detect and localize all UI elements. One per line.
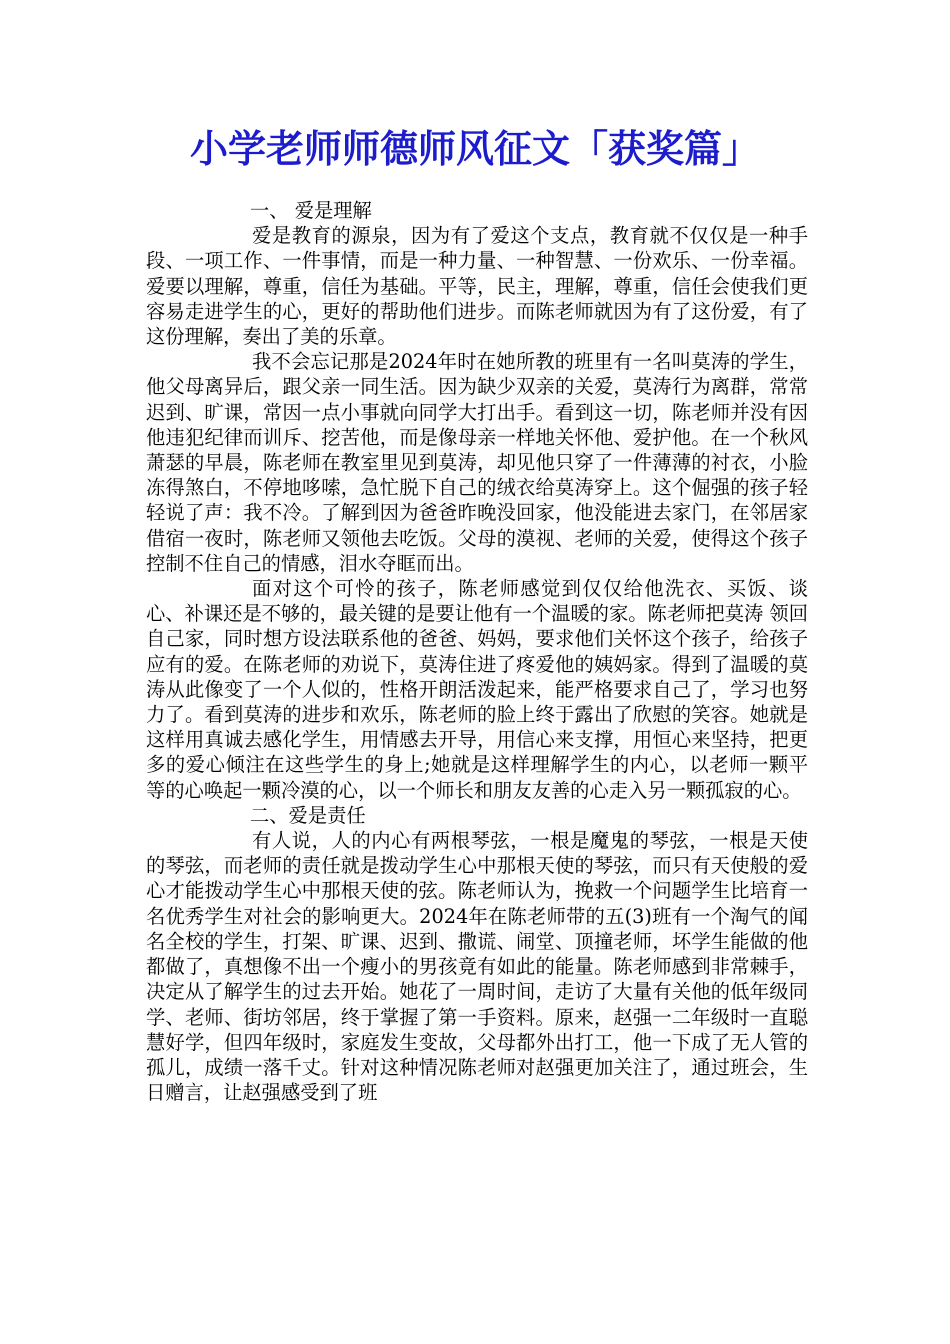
paragraph-1-1: 爱是教育的源泉，因为有了爱这个支点，教育就不仅仅是一种手段、一项工作、一件事情，而是一种力量、一种智慧、一份欢乐、一份幸福。爱要以理解，尊重，信任为基础。平等，民主，理解，尊重，信任会使我们更容易走进学生的心，更好的帮助他们进步。而陈老师就因为有了这份爱，有了这份理解，奏出了美的乐章。	[146, 224, 808, 349]
paragraph-2-1: 有人说，人的内心有两根琴弦，一根是魔鬼的琴弦，一根是天使的琴弦，而老师的责任就是拨动学生心中那根天使的琴弦，而只有天使般的爱心才能拨动学生心中那根天使的弦。陈老师认为，挽救一个问题学生比培育一名优秀学生对社会的影响更大。2024年在陈老师带的五(3)班有一个淘气的闻名全校的学生，打架、旷课、迟到、撒谎、闹堂、顶撞老师，坏学生能做的他都做了，真想像不出一个瘦小的男孩竟有如此的能量。陈老师感到非常棘手，决定从了解学生的过去开始。她花了一周时间，走访了大量有关他的低年级同学、老师、街坊邻居，终于掌握了第一手资料。原来，赵强一二年级时一直聪慧好学，但四年级时，家庭发生变故，父母都外出打工，他一下成了无人管的孤儿，成绩一落千丈。针对这种情况陈老师对赵强更加关注了，通过班会，生日赠言，让赵强感受到了班	[146, 829, 808, 1105]
document-body	[146, 198, 808, 1105]
paragraph-1-3: 面对这个可怜的孩子，陈老师感觉到仅仅给他洗衣、买饭、谈心、补课还是不够的，最关键的是要让他有一个温暖的家。陈老师把莫涛 领回自己家，同时想方设法联系他的爸爸、妈妈，要求他们关怀这个孩子，给孩子应有的爱。在陈老师的劝说下，莫涛住进了疼爱他的姨妈家。得到了温暖的莫涛从此像变了一个人似的，性格开朗活泼起来，能严格要求自己了，学习也努力了。看到莫涛的进步和欢乐，陈老师的脸上终于露出了欣慰的笑容。她就是这样用真诚去感化学生，用情感去开导，用信心来支撑，用恒心来坚持，把更多的爱心倾注在这些学生的身上;她就是这样理解学生的内心，以老师一颗平等的心唤起一颗冷漠的心，以一个师长和朋友友善的心走入另一颗孤寂的心。	[146, 577, 808, 802]
section-heading-1: 一、 爱是理解	[250, 199, 372, 222]
section-heading-2: 二、爱是责任	[250, 803, 366, 827]
document-title: 小学老师师德师风征文「获奖篇」	[189, 126, 760, 171]
paragraph-1-2: 我不会忘记那是2024年时在她所教的班里有一名叫莫涛的学生，他父母离异后，跟父亲一同生活。因为缺少双亲的关爱，莫涛行为离群，常常迟到、旷课，常因一点小事就向同学大打出手。看到这一切，陈老师并没有因他违犯纪律而训斥、挖苦他，而是像母亲一样地关怀他、爱护他。在一个秋风萧瑟的早晨，陈老师在教室里见到莫涛，却见他只穿了一件薄薄的衬衣，小脸冻得煞白，不停地哆嗦，急忙脱下自己的绒衣给莫涛穿上。这个倔强的孩子轻轻说了声：我不冷。了解到因为爸爸昨晚没回家，他没能进去家门，在邻居家借宿一夜时，陈老师又领他去吃饭。父母的漠视、老师的关爱，使得这个孩子控制不住自己的情感，泪水夺眶而出。	[146, 350, 808, 575]
